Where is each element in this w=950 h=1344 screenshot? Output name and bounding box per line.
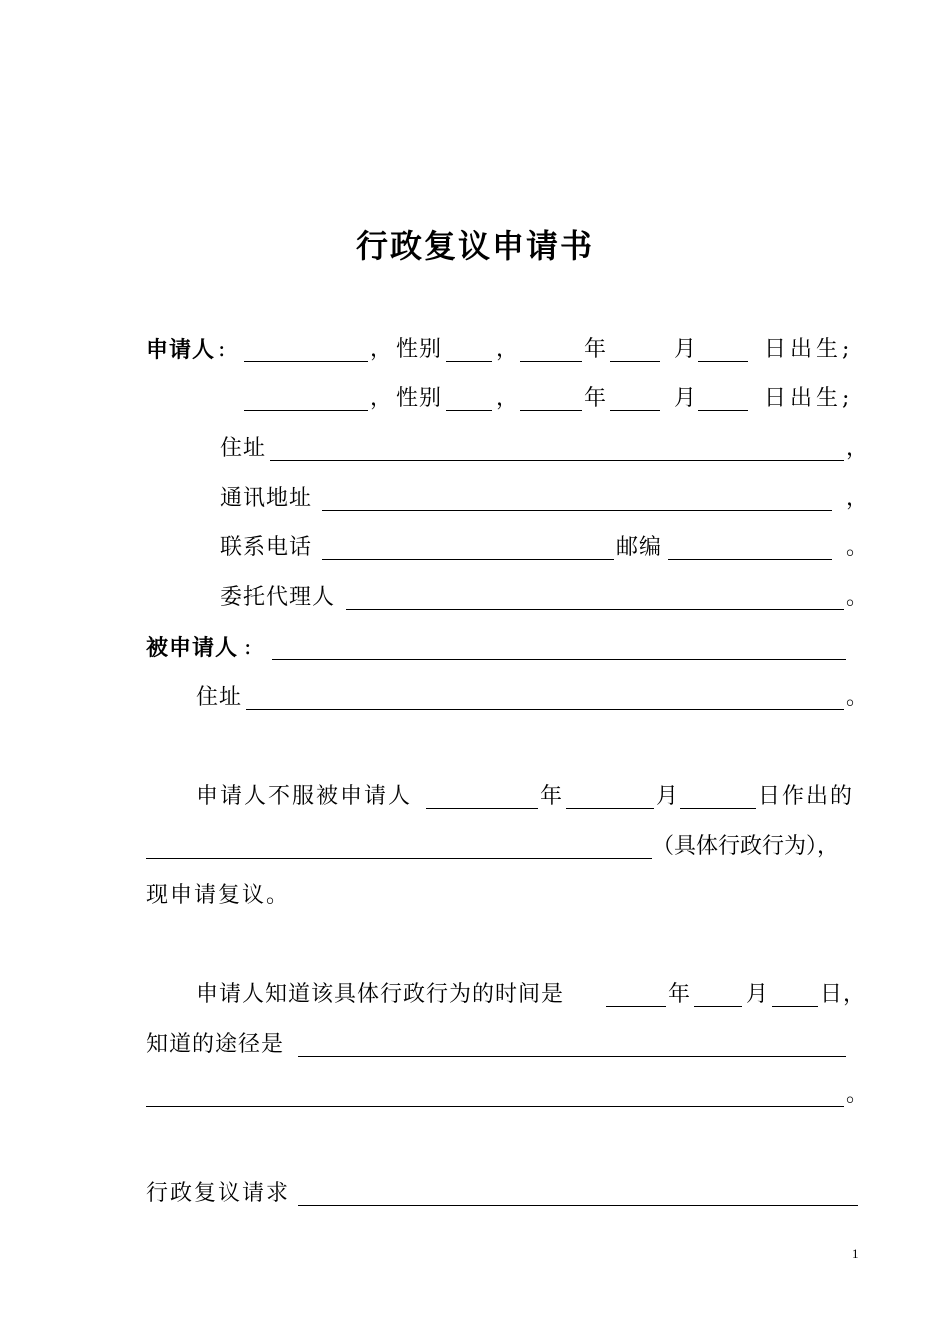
applicant-colon: :	[218, 337, 227, 362]
birth-month-blank-1[interactable]	[610, 361, 660, 362]
phone-end: 。	[846, 535, 870, 560]
agent-blank[interactable]	[346, 609, 844, 610]
known-year-blank[interactable]	[606, 1006, 666, 1007]
respondent-name-blank[interactable]	[272, 659, 846, 660]
gender-blank-2[interactable]	[446, 410, 492, 411]
birth-year-blank-1[interactable]	[520, 361, 582, 362]
agent-label: 委托代理人	[220, 585, 336, 610]
respondent-colon: :	[244, 635, 253, 660]
postcode-blank[interactable]	[668, 559, 832, 560]
respondent-address-label: 住址	[196, 685, 243, 710]
comma: ，	[370, 386, 394, 411]
route-blank-2[interactable]	[146, 1106, 844, 1107]
respondent-address-end: 。	[846, 685, 870, 710]
mailing-address-label: 通讯地址	[220, 486, 313, 511]
paragraph2-prefix: 申请人知道该具体行政行为的时间是	[196, 982, 565, 1007]
paragraph1-closing: 现申请复议。	[146, 883, 291, 908]
route-blank-1[interactable]	[298, 1056, 846, 1057]
known-month-blank[interactable]	[694, 1006, 742, 1007]
administrative-act-suffix: （具体行政行为），	[652, 834, 840, 859]
applicant-name-blank-2[interactable]	[244, 410, 368, 411]
birth-year-blank-2[interactable]	[520, 410, 582, 411]
month-label: 月	[674, 386, 698, 411]
comma: ，	[370, 337, 394, 362]
phone-blank[interactable]	[322, 559, 614, 560]
year-label: 年	[540, 784, 564, 809]
decision-month-blank[interactable]	[566, 808, 654, 809]
birth-day-blank-2[interactable]	[698, 410, 748, 411]
mailing-address-end: ，	[846, 486, 870, 511]
known-day-suffix: 日，	[820, 982, 867, 1007]
comma: ，	[496, 386, 520, 411]
route-label: 知道的途径是	[146, 1032, 285, 1057]
birth-suffix: 日出生;	[764, 337, 854, 362]
month-label: 月	[746, 982, 770, 1007]
address-label: 住址	[220, 436, 267, 461]
month-label: 月	[674, 337, 698, 362]
birth-suffix: 日出生;	[764, 386, 854, 411]
administrative-act-blank[interactable]	[146, 858, 652, 859]
address-end: ，	[846, 436, 870, 461]
phone-label: 联系电话	[220, 535, 313, 560]
birth-month-blank-2[interactable]	[610, 410, 660, 411]
birth-day-blank-1[interactable]	[698, 361, 748, 362]
gender-label-1: 性别	[396, 337, 443, 362]
route-end: 。	[846, 1082, 870, 1107]
agent-end: 。	[846, 585, 870, 610]
mailing-address-blank[interactable]	[322, 510, 832, 511]
request-label: 行政复议请求	[146, 1181, 291, 1206]
request-blank[interactable]	[298, 1205, 858, 1206]
year-label: 年	[668, 982, 692, 1007]
document-title: 行政复议申请书	[355, 227, 594, 265]
applicant-label: 申请人	[146, 337, 216, 363]
gender-label-2: 性别	[396, 386, 443, 411]
year-label: 年	[584, 386, 608, 411]
decision-year-blank[interactable]	[426, 808, 538, 809]
decision-day-suffix: 日作出的	[758, 784, 855, 809]
postcode-label: 邮编	[616, 535, 663, 560]
year-label: 年	[584, 337, 608, 362]
known-day-blank[interactable]	[772, 1006, 818, 1007]
respondent-address-blank[interactable]	[246, 709, 844, 710]
applicant-name-blank-1[interactable]	[244, 361, 368, 362]
gender-blank-1[interactable]	[446, 361, 492, 362]
comma: ，	[496, 337, 520, 362]
respondent-label: 被申请人	[146, 635, 239, 661]
page-number: 1	[852, 1246, 859, 1261]
paragraph1-prefix: 申请人不服被申请人	[196, 784, 413, 809]
address-blank[interactable]	[270, 460, 844, 461]
decision-day-blank[interactable]	[680, 808, 756, 809]
month-label: 月	[656, 784, 680, 809]
